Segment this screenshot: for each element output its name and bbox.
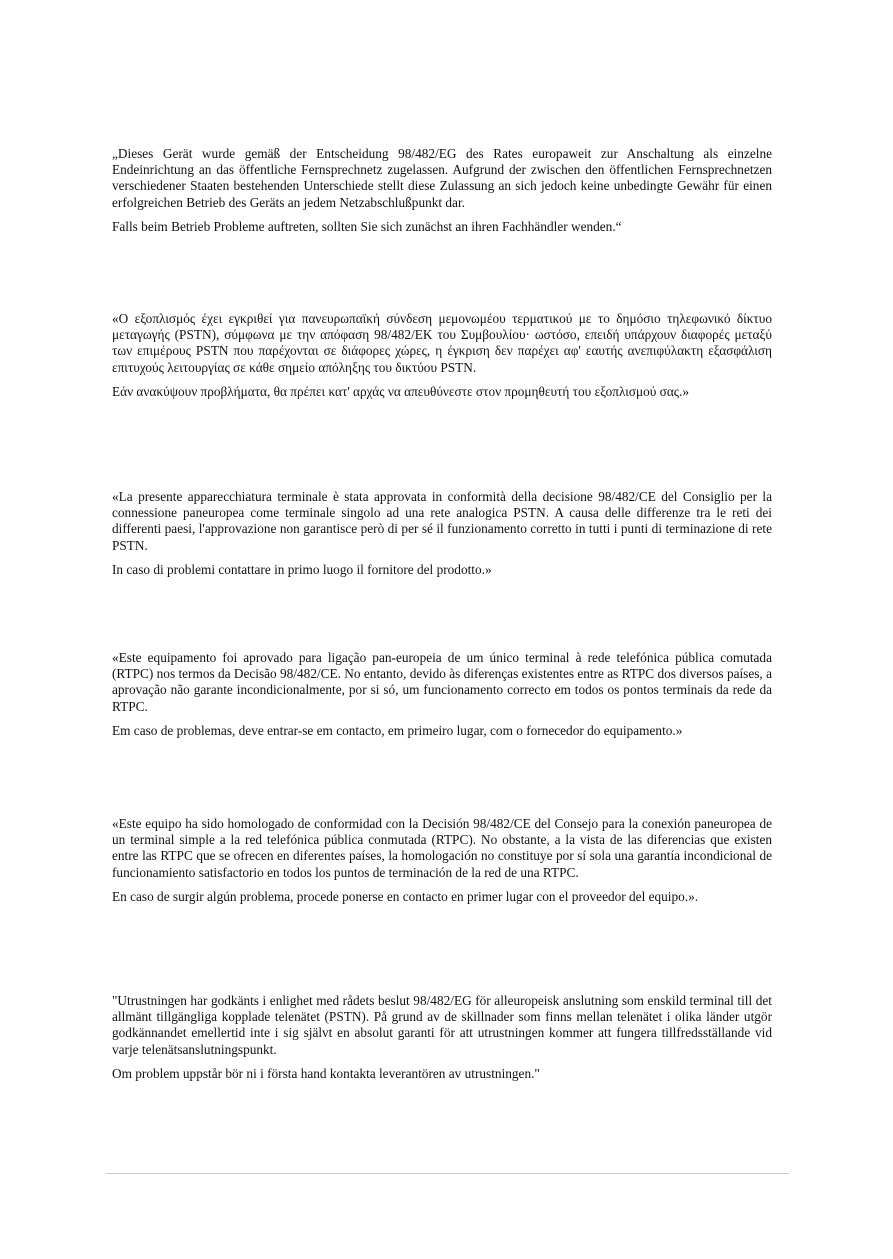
notice-german <box>112 146 772 243</box>
notice-greek-paragraph-2: Εάν ανακύψουν προβλήματα, θα πρέπει κατ' αρχάς να απευθύνεστε στον προμηθευτή του εξοπλισμού σας.» <box>112 383 690 399</box>
notice-portuguese-paragraph-1: «Este equipamento foi aprovado para ligação pan-europeia de um único terminal à rede telefónica pública comutada (RTPC) nos termos da Decisão 98/482/CE. No entanto, devido às diferenças existentes entre as RTPC dos diversos países, a aprovação não garante incondicionalmente, por si só, um funcionamento correcto em todos os pontos terminais da rede da RTPC. <box>112 650 772 714</box>
notice-italian-paragraph-1: «La presente apparecchiatura terminale è stata approvata in conformità della decisione 98/482/CE del Consiglio per la connessione paneuropea come terminale singolo ad una rete analogica PSTN. A causa delle differenze tra le reti dei differenti paesi, l'approvazione non garantisce però di per sé il funzionamento corretto in tutti i punti di terminazione di rete PSTN. <box>112 489 772 553</box>
notice-greek-paragraph-1: «Ο εξοπλισμός έχει εγκριθεί για πανευρωπαϊκή σύνδεση μεμονωμέου τερματικού με το δημόσιο τηλεφωνικό δίκτυο μεταγωγής (PSTN), σύμφωνα με την απόφαση 98/482/ΕΚ του Συμβουλίου· ωστόσο, επειδή υπάρχουν διαφορές μεταξύ των επιμέρους PSTN που παρέχονται σε διάφορες χώρες, η έγκριση δεν παρέχει αφ' εαυτής ανεπιφύλακτη εξασφάλιση επιτυχούς λειτουργίας σε κάθε σημείο απόληξης του δικτύου PSTN. <box>112 311 772 375</box>
notice-portuguese <box>112 650 772 747</box>
notice-italian-paragraph-2: In caso di problemi contattare in primo luogo il fornitore del prodotto.» <box>112 561 492 577</box>
notice-spanish <box>112 816 772 913</box>
notice-portuguese-paragraph-2: Em caso de problemas, deve entrar-se em contacto, em primeiro lugar, com o fornecedor do equipamento.» <box>112 722 683 738</box>
notice-german-paragraph-2: Falls beim Betrieb Probleme auftreten, sollten Sie sich zunächst an ihren Fachhändler wenden.“ <box>112 218 622 234</box>
notice-spanish-paragraph-2: En caso de surgir algún problema, procede ponerse en contacto en primer lugar con el proveedor del equipo.». <box>112 888 699 904</box>
notice-swedish <box>112 993 772 1090</box>
notice-german-paragraph-1: „Dieses Gerät wurde gemäß der Entscheidung 98/482/EG des Rates europaweit zur Anschaltung als einzelne Endeinrichtung an das öffentliche Fernsprechnetz zugelassen. Aufgrund der zwischen den öffentlichen Fernsprechnetzen verschiedener Staaten bestehenden Unterschiede stellt diese Zulassung an sich jedoch keine unbedingte Gewähr für einen erfolgreichen Betrieb des Geräts an jedem Netzabschlußpunkt dar. <box>112 146 772 210</box>
notice-swedish-paragraph-1: "Utrustningen har godkänts i enlighet med rådets beslut 98/482/EG för alleuropeisk anslutning som enskild terminal till det allmänt tillgängliga kopplade telenätet (PSTN). På grund av de skillnader som finns mellan telenätet i olika länder utgör godkännandet emellertid inte i sig självt en absolut garanti för att utrustningen kommer att fungera tillfredsställande vid varje telenätsanslutningspunkt. <box>112 993 772 1057</box>
footer-divider <box>106 1173 789 1174</box>
notice-greek <box>112 311 772 408</box>
notice-italian <box>112 489 772 586</box>
notice-swedish-paragraph-2: Om problem uppstår bör ni i första hand kontakta leverantören av utrustningen." <box>112 1065 540 1081</box>
notice-spanish-paragraph-1: «Este equipo ha sido homologado de conformidad con la Decisión 98/482/CE del Consejo para la conexión paneuropea de un terminal simple a la red telefónica pública conmutada (RTPC). No obstante, a la vista de las diferencias que existen entre las RTPC que se ofrecen en diferentes países, la homologación no constituye por sí sola una garantía incondicional de funcionamiento satisfactorio en todos los puntos de terminación de la red de una RTPC. <box>112 816 772 880</box>
